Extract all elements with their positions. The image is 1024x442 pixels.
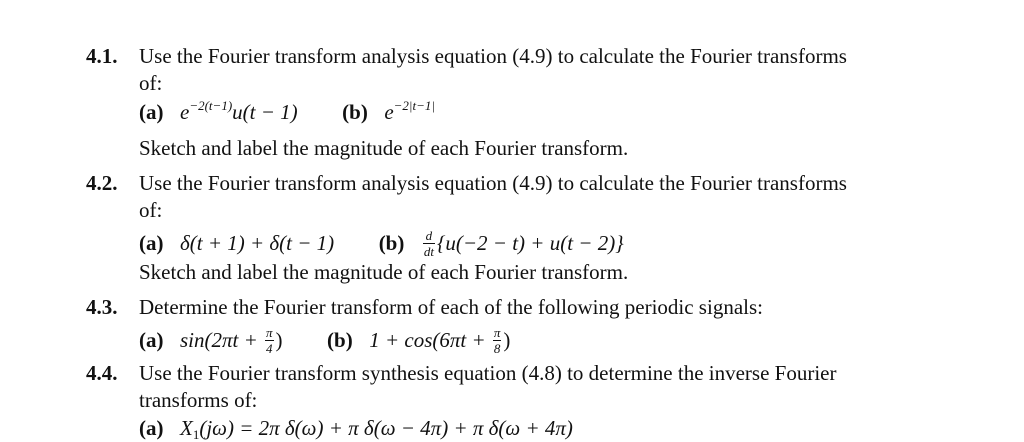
part-label: (a)	[139, 231, 164, 255]
problem-text-line: of:	[139, 71, 163, 95]
problem-text-line: transforms of:	[139, 388, 258, 412]
derivative-fraction	[423, 229, 435, 258]
part-label: (a)	[139, 328, 164, 352]
part-expression: 1 + cos(6πt +	[369, 328, 486, 352]
fraction-denominator: 8	[493, 341, 501, 356]
problem-parts	[139, 416, 573, 442]
problem-text-line: Use the Fourier transform analysis equation (4.9) to calculate the Fourier transforms	[139, 44, 847, 68]
problem-sketch-instruction: Sketch and label the magnitude of each Fourier transform.	[139, 260, 629, 284]
problem-text-line: Determine the Fourier transform of each of the following periodic signals:	[139, 295, 763, 319]
problem-text-line: Use the Fourier transform synthesis equation (4.8) to determine the inverse Fourier	[139, 361, 837, 385]
fraction-numerator: π	[493, 325, 501, 340]
phase-fraction	[493, 326, 502, 355]
part-label: (a)	[139, 416, 164, 440]
part-expression: δ(t + 1) + δ(t − 1)	[180, 231, 335, 255]
problem-parts	[139, 326, 510, 355]
part-expression: sin(2πt +	[180, 328, 258, 352]
part-label: (b)	[342, 100, 368, 124]
phase-fraction	[265, 326, 274, 355]
fraction-numerator: d	[423, 229, 435, 244]
problem-parts	[139, 98, 435, 124]
problem-text-line: Use the Fourier transform analysis equation (4.9) to calculate the Fourier transforms	[139, 171, 847, 195]
part-expression: )	[503, 328, 511, 352]
problem-number: 4.4.	[86, 361, 118, 385]
part-expression-exponent: −2|t−1|	[393, 98, 435, 113]
part-expression: {u(−2 − t) + u(t − 2)}	[436, 231, 624, 255]
part-expression: u(t − 1)	[232, 100, 298, 124]
problem-text-line: of:	[139, 198, 163, 222]
part-expression-subscript: 1	[192, 427, 200, 442]
part-expression: X	[180, 416, 193, 440]
part-label: (a)	[139, 100, 164, 124]
part-label: (b)	[378, 231, 405, 255]
fraction-denominator: 4	[266, 341, 273, 356]
part-expression: e	[384, 100, 394, 124]
problem-number: 4.2.	[86, 171, 118, 195]
part-expression: e	[180, 100, 190, 124]
problem-sketch-instruction: Sketch and label the magnitude of each Fourier transform.	[139, 136, 629, 160]
fraction-denominator: dt	[423, 244, 434, 259]
part-label: (b)	[327, 328, 353, 352]
part-expression-exponent: −2(t−1)	[189, 98, 233, 113]
fraction-numerator: π	[266, 325, 273, 340]
part-expression: )	[275, 328, 283, 352]
problem-number: 4.1.	[86, 44, 118, 68]
problem-number: 4.3.	[86, 295, 118, 319]
problem-parts	[139, 229, 624, 258]
part-expression: (jω) = 2π δ(ω) + π δ(ω − 4π) + π δ(ω + 4π)	[199, 416, 573, 440]
